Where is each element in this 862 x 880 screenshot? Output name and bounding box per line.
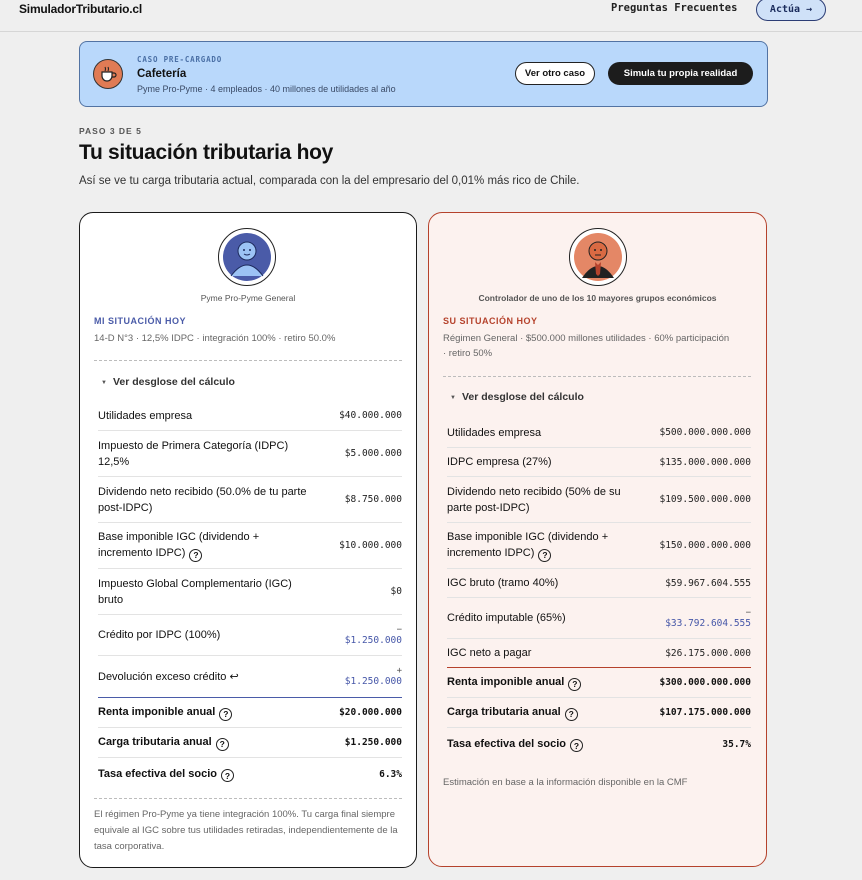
total-row: Carga tributaria anual ? $1.250.000 (98, 728, 402, 758)
simulate-own-button[interactable]: Simula tu propia realidad (608, 62, 753, 85)
section-title: MI SITUACIÓN HOY (94, 316, 187, 326)
breakdown-rows (447, 418, 751, 760)
table-row: IGC neto a pagar $26.175.000.000 (447, 647, 751, 659)
table-row: Base imponible IGC (dividendo + incremento IDPC) ? $10.000.000 (98, 523, 402, 569)
step-indicator: PASO 3 DE 5 (79, 126, 142, 136)
top-navbar (0, 0, 862, 32)
total-row: Tasa efectiva del socio ? 35.7% (447, 737, 751, 751)
banner-tag: CASO PRE-CARGADO (137, 55, 223, 64)
page-lead: Así se ve tu carga tributaria actual, comparada con la del empresario del 0,01% más rico de Chile. (79, 175, 580, 187)
table-row: Devolución exceso crédito ↩ + $1.250.000 (98, 666, 402, 687)
chevron-down-icon: ▼ (101, 380, 107, 386)
help-icon[interactable]: ? (570, 739, 583, 752)
my-situation-card (79, 212, 417, 868)
total-row: Carga tributaria anual ? $107.175.000.000 (447, 698, 751, 728)
tycoon-avatar-icon (569, 228, 627, 286)
pyme-avatar-icon (218, 228, 276, 286)
section-subtitle: Régimen General · $500.000 millones utilidades · 60% participación · retiro 50% (443, 333, 730, 359)
page-title: Tu situación tributaria hoy (79, 141, 334, 164)
breakdown-toggle[interactable]: ▼ Ver desglose del cálculo (450, 391, 584, 403)
table-row: Utilidades empresa $40.000.000 (98, 401, 402, 431)
table-row: Crédito por IDPC (100%) − $1.250.000 (98, 615, 402, 656)
preloaded-case-banner (79, 41, 768, 107)
help-icon[interactable]: ? (219, 708, 232, 721)
profile-role: Pyme Pro-Pyme General (200, 293, 296, 303)
profile-role: Controlador de uno de los 10 mayores grupos económicos (478, 293, 717, 303)
total-row: Renta imponible anual ? $300.000.000.000 (447, 668, 751, 698)
section-title: SU SITUACIÓN HOY (443, 316, 538, 326)
breakdown-toggle[interactable]: ▼ Ver desglose del cálculo (101, 376, 235, 388)
footnote: Estimación en base a la información disponible en la CMF (443, 777, 688, 788)
divider (443, 376, 751, 377)
total-row: Renta imponible anual ? $20.000.000 (98, 698, 402, 728)
table-row: Impuesto de Primera Categoría (IDPC) 12,5% $5.000.000 (98, 431, 402, 477)
banner-subtitle: Pyme Pro-Pyme · 4 empleados · 40 millones de utilidades al año (137, 84, 396, 94)
help-icon[interactable]: ? (538, 549, 551, 562)
table-row: Base imponible IGC (dividendo + incremento IDPC) ? $150.000.000.000 (447, 523, 751, 569)
table-row: Impuesto Global Complementario (IGC) bruto $0 (98, 569, 402, 615)
breakdown-rows (98, 401, 402, 790)
coffee-cup-icon (93, 59, 123, 89)
help-icon[interactable]: ? (216, 738, 229, 751)
divider (94, 798, 402, 799)
actua-button[interactable]: Actúa → (756, 0, 826, 21)
footnote: El régimen Pro-Pyme ya tiene integración 100%. Tu carga final siempre equivale al IGC sobre tus utilidades retiradas, independientemente de la tasa corporativa. (94, 809, 398, 852)
table-row: IDPC empresa (27%) $135.000.000.000 (447, 448, 751, 477)
section-subtitle: 14-D N°3 · 12,5% IDPC · integración 100% · retiro 50.0% (94, 333, 336, 344)
brand-logo[interactable]: SimuladorTributario.cl (19, 2, 142, 16)
table-row: Utilidades empresa $500.000.000.000 (447, 418, 751, 448)
help-icon[interactable]: ? (568, 678, 581, 691)
help-icon[interactable]: ? (189, 549, 202, 562)
table-row: Dividendo neto recibido (50.0% de tu parte post-IDPC) $8.750.000 (98, 477, 402, 523)
table-row: Dividendo neto recibido (50% de su parte post-IDPC) $109.500.000.000 (447, 477, 751, 523)
help-icon[interactable]: ? (565, 708, 578, 721)
chevron-down-icon: ▼ (450, 395, 456, 401)
total-row: Tasa efectiva del socio ? 6.3% (98, 767, 402, 781)
help-icon[interactable]: ? (221, 769, 234, 782)
their-situation-card (428, 212, 767, 867)
faq-link[interactable]: Preguntas Frecuentes (611, 2, 738, 14)
table-row: IGC bruto (tramo 40%) $59.967.604.555 (447, 569, 751, 598)
other-case-button[interactable]: Ver otro caso (515, 62, 595, 85)
divider (94, 360, 402, 361)
table-row: Crédito imputable (65%) − $33.792.604.555 (447, 598, 751, 639)
banner-title: Cafetería (137, 68, 187, 80)
